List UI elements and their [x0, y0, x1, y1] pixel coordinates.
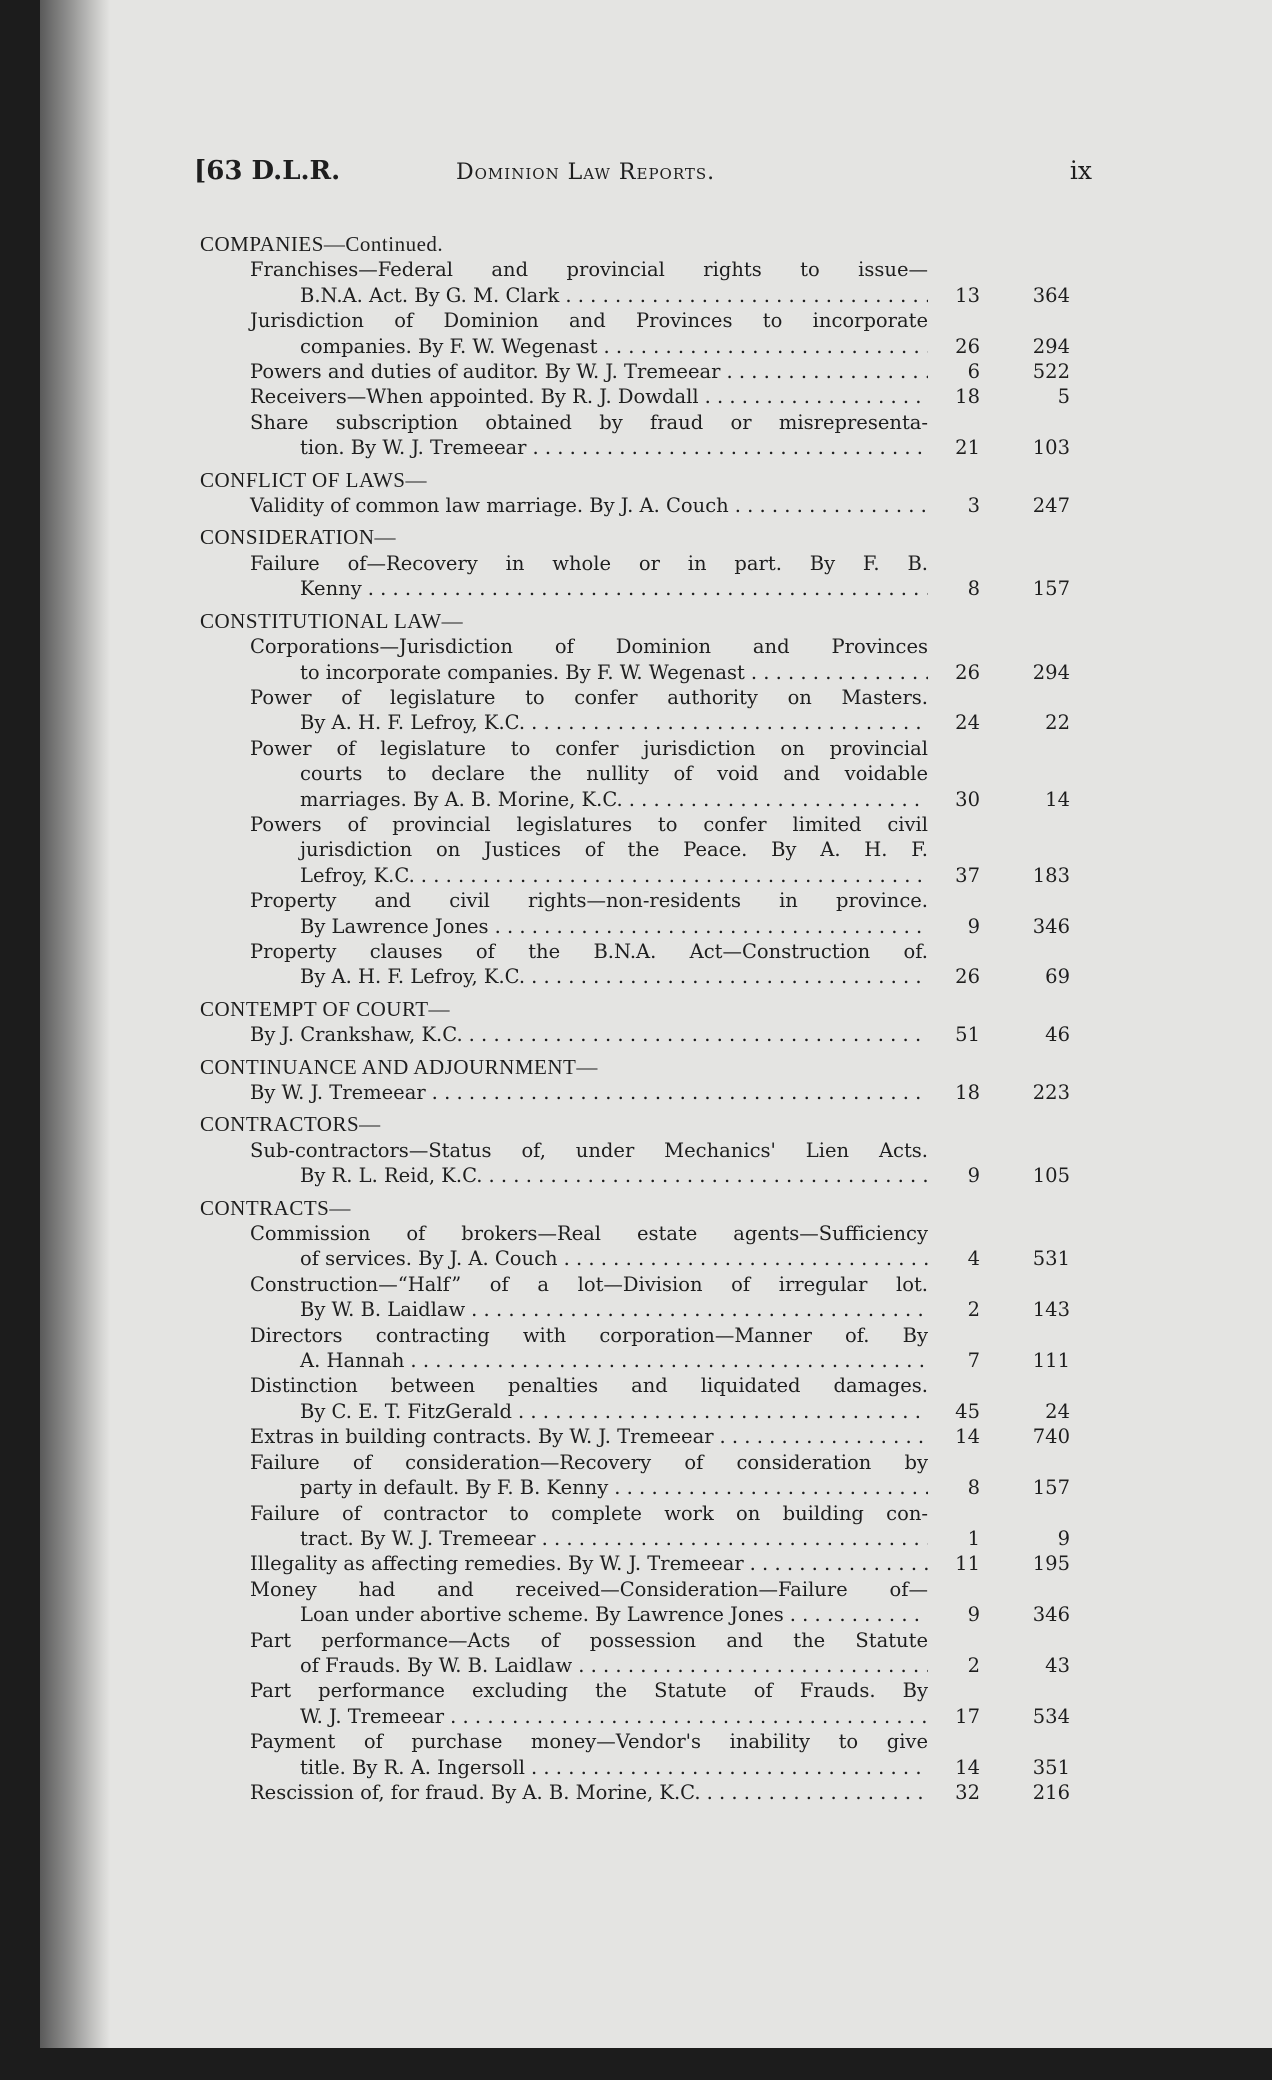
running-header [194, 156, 1092, 200]
page-reference: 195 [1032, 1552, 1070, 1576]
volume-label: [63 D.L.R. [194, 156, 341, 186]
entry-text [200, 736, 928, 812]
book-spine-shadow [40, 0, 110, 2048]
volume-number: 14 [955, 1425, 980, 1449]
volume-number: 9 [967, 914, 980, 938]
entry-line: companies. By F. W. Wegenast . . . [250, 334, 928, 359]
entry-line: tract. By W. J. Tremeear . . . [250, 1526, 928, 1551]
leader-dots [432, 1080, 928, 1105]
leader-dots [705, 384, 928, 409]
index-entry [200, 1729, 1100, 1780]
entry-text [200, 939, 928, 990]
index-entry [200, 939, 1100, 990]
page-reference: 14 [1045, 787, 1070, 811]
index-entry [200, 1450, 1100, 1501]
volume-number: 18 [955, 385, 980, 409]
leader-dots [790, 1602, 928, 1627]
entry-line: Power of legislature to confer authority on Masters. [250, 685, 928, 709]
index-entry [200, 493, 1100, 518]
entry-line: Share subscription obtained by fraud or misrepresenta- [250, 410, 928, 434]
volume-number: 45 [955, 1399, 980, 1423]
index-entry [200, 384, 1100, 409]
volume-number: 17 [955, 1704, 980, 1728]
entry-line: marriages. By A. B. Morine, K.C. . . . [250, 787, 928, 812]
entry-text [200, 1577, 928, 1628]
entry-line: Part performance excluding the Statute of Frauds. By [250, 1679, 928, 1703]
index-entry [200, 634, 1100, 685]
entry-line: Loan under abortive scheme. By Lawrence Jones . . . [250, 1602, 928, 1627]
page-reference: 247 [1032, 494, 1070, 518]
volume-number: 2 [967, 1298, 980, 1322]
entry-text [200, 493, 928, 518]
leader-dots [604, 334, 928, 359]
volume-number: 26 [955, 660, 980, 684]
leader-dots [421, 863, 928, 888]
leader-dots [542, 1526, 928, 1551]
volume-number: 26 [955, 965, 980, 989]
section-heading: CONTRACTORS— [200, 1112, 381, 1137]
entry-line: By R. L. Reid, K.C. . . . [250, 1163, 928, 1188]
entry-line: By W. B. Laidlaw . . . [250, 1297, 928, 1322]
volume-number: 1 [967, 1526, 980, 1550]
volume-number: 21 [955, 436, 980, 460]
volume-number: 4 [967, 1247, 980, 1271]
entry-text [200, 1424, 928, 1449]
entry-line: Rescission of, for fraud. By A. B. Morine, K.C. . . . [250, 1780, 928, 1805]
entry-text [200, 410, 928, 461]
index-entry [200, 308, 1100, 359]
page-reference: 24 [1045, 1399, 1070, 1423]
entry-line: jurisdiction on Justices of the Peace. By A. H. F. [300, 838, 928, 862]
page-reference: 294 [1032, 660, 1070, 684]
index-entry [200, 1022, 1100, 1047]
leader-dots [614, 1475, 928, 1500]
index-entry [200, 257, 1100, 308]
page-reference: 157 [1032, 577, 1070, 601]
page-reference: 216 [1032, 1780, 1070, 1804]
entry-line: of Frauds. By W. B. Laidlaw . . . [250, 1653, 928, 1678]
entry-line: Jurisdiction of Dominion and Provinces to incorporate [250, 309, 928, 333]
section-heading: CONTEMPT OF COURT— [200, 996, 451, 1021]
entry-text [200, 1373, 928, 1424]
entry-text [200, 384, 928, 409]
entry-text [200, 1628, 928, 1679]
entry-line: Directors contracting with corporation—Manner of. By [250, 1323, 928, 1347]
index-entry [200, 1138, 1100, 1189]
entry-line: A. Hannah . . . [250, 1348, 928, 1373]
page-reference: 522 [1032, 360, 1070, 384]
entry-line: Property and civil rights—non-residents in province. [250, 889, 928, 913]
entry-line: Money had and received—Consideration—Failure of— [250, 1577, 928, 1601]
leader-dots [368, 576, 928, 601]
leader-dots [707, 1780, 928, 1805]
leader-dots [489, 1163, 929, 1188]
index-entry [200, 1221, 1100, 1272]
section-heading: COMPANIES—Continued. [200, 232, 444, 256]
entry-line: Franchises—Federal and provincial rights to issue— [250, 258, 928, 282]
entry-text [200, 1501, 928, 1552]
page-reference: 534 [1032, 1704, 1070, 1728]
section-heading: CONTRACTS— [200, 1195, 351, 1220]
index-entry [200, 1780, 1100, 1805]
entry-text [200, 308, 928, 359]
entry-line: Illegality as affecting remedies. By W. J. Tremeear . . . [250, 1551, 928, 1576]
index-entry [200, 1272, 1100, 1323]
index-entry [200, 1424, 1100, 1449]
entry-line: By A. H. F. Lefroy, K.C. . . . [250, 710, 928, 735]
index-entry [200, 1628, 1100, 1679]
page-reference: 22 [1045, 711, 1070, 735]
entry-line: Powers and duties of auditor. By W. J. Tremeear . . . [250, 359, 928, 384]
index-entry [200, 812, 1100, 888]
entry-line: Lefroy, K.C. . . . [250, 863, 928, 888]
volume-number: 14 [955, 1755, 980, 1779]
leader-dots [750, 1551, 928, 1576]
entry-line: of services. By J. A. Couch . . . [250, 1246, 928, 1271]
volume-number: 6 [967, 360, 980, 384]
entry-line: B.N.A. Act. By G. M. Clark . . . [250, 283, 928, 308]
entry-line: By W. J. Tremeear . . . [250, 1080, 928, 1105]
volume-number: 51 [955, 1023, 980, 1047]
page-reference: 294 [1032, 334, 1070, 358]
entry-text [200, 1551, 928, 1576]
entry-line: W. J. Tremeear . . . [250, 1704, 928, 1729]
entry-line: Power of legislature to confer jurisdiction on provincial [250, 736, 928, 760]
index-entry [200, 1577, 1100, 1628]
leader-dots [469, 1022, 928, 1047]
entry-line: Payment of purchase money—Vendor's inability to give [250, 1730, 928, 1754]
entry-text [200, 257, 928, 308]
volume-number: 2 [967, 1653, 980, 1677]
page-reference: 364 [1032, 283, 1070, 307]
volume-number: 3 [967, 494, 980, 518]
leader-dots [531, 1755, 928, 1780]
entry-text [200, 1323, 928, 1374]
index-entry [200, 1551, 1100, 1576]
entry-line: party in default. By F. B. Kenny . . . [250, 1475, 928, 1500]
volume-number: 13 [955, 283, 980, 307]
page-reference: 5 [1057, 385, 1070, 409]
volume-number: 26 [955, 334, 980, 358]
volume-number: 37 [955, 863, 980, 887]
index-entry [200, 359, 1100, 384]
volume-number: 7 [967, 1349, 980, 1373]
page-reference: 346 [1032, 1603, 1070, 1627]
entry-line: Commission of brokers—Real estate agents—Sufficiency [250, 1222, 928, 1246]
volume-number: 11 [955, 1552, 980, 1576]
volume-number: 8 [967, 577, 980, 601]
entry-line: Part performance—Acts of possession and the Statute [250, 1628, 928, 1652]
entry-line: Validity of common law marriage. By J. A. Couch . . . [250, 493, 928, 518]
index-entry [200, 1323, 1100, 1374]
index-entry [200, 410, 1100, 461]
entry-text [200, 1080, 928, 1105]
leader-dots [578, 1653, 928, 1678]
entry-line: tion. By W. J. Tremeear . . . [250, 435, 928, 460]
entry-text [200, 1450, 928, 1501]
entry-line: Distinction between penalties and liquidated damages. [250, 1374, 928, 1398]
page-reference: 346 [1032, 914, 1070, 938]
leader-dots [532, 435, 928, 460]
leader-dots [629, 787, 928, 812]
entry-text [200, 1272, 928, 1323]
page-reference: 351 [1032, 1755, 1070, 1779]
entry-text [200, 1022, 928, 1047]
index-entry [200, 1678, 1100, 1729]
entry-line: courts to declare the nullity of void and voidable [300, 762, 928, 786]
page-reference: 740 [1032, 1425, 1070, 1449]
entry-text [200, 685, 928, 736]
index-entry [200, 1373, 1100, 1424]
page-reference: 183 [1032, 863, 1070, 887]
volume-number: 9 [967, 1164, 980, 1188]
volume-number: 32 [955, 1780, 980, 1804]
entry-text [200, 551, 928, 602]
entry-line: By Lawrence Jones . . . [250, 914, 928, 939]
entry-text [200, 1678, 928, 1729]
section-heading: CONSIDERATION— [200, 525, 396, 550]
page-reference: 46 [1045, 1023, 1070, 1047]
index-entry [200, 685, 1100, 736]
leader-dots [564, 1246, 928, 1271]
leader-dots [518, 1399, 928, 1424]
entry-text [200, 1221, 928, 1272]
index-entry [200, 1501, 1100, 1552]
index-entry [200, 888, 1100, 939]
leader-dots [495, 914, 928, 939]
entry-line: Failure of—Recovery in whole or in part. By F. B. [250, 551, 928, 575]
leader-dots [410, 1348, 928, 1373]
page-reference: 43 [1045, 1653, 1070, 1677]
index-entry [200, 1080, 1100, 1105]
book-page [40, 0, 1272, 2048]
volume-number: 8 [967, 1476, 980, 1500]
entry-line: Kenny . . . [250, 576, 928, 601]
entry-line: Extras in building contracts. By W. J. Tremeear . . . [250, 1424, 928, 1449]
page-reference: 105 [1032, 1164, 1070, 1188]
volume-number: 18 [955, 1081, 980, 1104]
leader-dots [720, 1424, 928, 1449]
volume-number: 24 [955, 711, 980, 735]
leader-dots [735, 493, 928, 518]
entry-line: Failure of consideration—Recovery of consideration by [250, 1450, 928, 1474]
entry-text [200, 1138, 928, 1189]
page-number: ix [1069, 156, 1092, 185]
page-reference: 9 [1057, 1526, 1070, 1550]
section-heading: CONTINUANCE AND ADJOURNMENT— [200, 1054, 598, 1079]
section-heading: CONSTITUTIONAL LAW— [200, 608, 464, 633]
page-reference: 69 [1045, 965, 1070, 989]
entry-text [200, 1780, 928, 1805]
page-reference: 103 [1032, 436, 1070, 460]
page-reference: 223 [1032, 1081, 1070, 1104]
index-entry [200, 551, 1100, 602]
entry-line: By J. Crankshaw, K.C. . . . [250, 1022, 928, 1047]
entry-line: Corporations—Jurisdiction of Dominion and Provinces [250, 635, 928, 659]
volume-number: 9 [967, 1603, 980, 1627]
entry-line: Construction—“Half” of a lot—Division of irregular lot. [250, 1272, 928, 1296]
entry-line: By A. H. F. Lefroy, K.C. . . . [250, 964, 928, 989]
entry-line: Receivers—When appointed. By R. J. Dowdall . . . [250, 384, 928, 409]
entry-line: Property clauses of the B.N.A. Act—Construction of. [250, 939, 928, 963]
entry-text [200, 359, 928, 384]
publication-title: Dominion Law Reports. [456, 160, 716, 185]
volume-number: 30 [955, 787, 980, 811]
index-entry [200, 736, 1100, 812]
page-reference: 143 [1032, 1298, 1070, 1322]
page-reference: 157 [1032, 1476, 1070, 1500]
entry-text [200, 634, 928, 685]
entry-line: to incorporate companies. By F. W. Wegenast . . . [250, 660, 928, 685]
leader-dots [726, 359, 928, 384]
entry-text [200, 888, 928, 939]
leader-dots [751, 660, 928, 685]
entry-line: Powers of provincial legislatures to confer limited civil [250, 812, 928, 836]
entry-line: By C. E. T. FitzGerald . . . [250, 1399, 928, 1424]
leader-dots [565, 283, 928, 308]
leader-dots [531, 710, 928, 735]
entry-text [200, 812, 928, 888]
subject-index [200, 232, 1100, 1805]
entry-line: title. By R. A. Ingersoll . . . [250, 1755, 928, 1780]
section-heading: CONFLICT OF LAWS— [200, 467, 427, 492]
page-reference: 111 [1032, 1349, 1070, 1373]
page-reference: 531 [1032, 1247, 1070, 1271]
leader-dots [471, 1297, 928, 1322]
leader-dots [450, 1704, 928, 1729]
leader-dots [531, 964, 928, 989]
entry-line: Sub-contractors—Status of, under Mechanics' Lien Acts. [250, 1138, 928, 1162]
entry-line: Failure of contractor to complete work on building con- [250, 1501, 928, 1525]
entry-text [200, 1729, 928, 1780]
